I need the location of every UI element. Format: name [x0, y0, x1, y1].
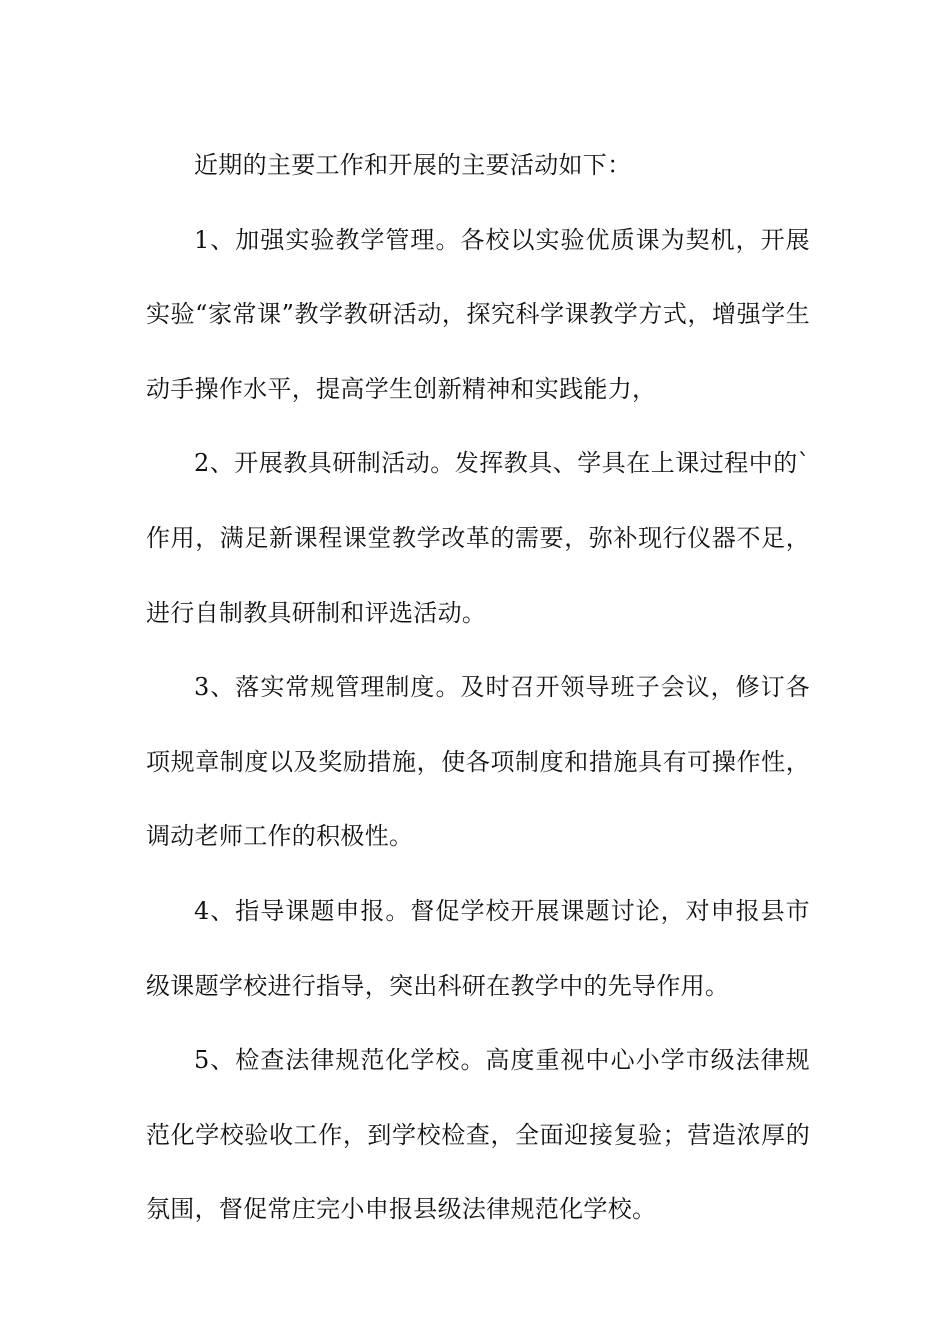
item-1-paragraph: 1、加强实验教学管理。各校以实验优质课为契机，开展实验“家常课”教学教研活动，探究科学课教学方式，增强学生动手操作水平，提高学生创新精神和实践能力， [146, 225, 810, 403]
intro-paragraph: 近期的主要工作和开展的主要活动如下： [194, 151, 632, 179]
document-body [146, 128, 810, 1247]
item-5-paragraph: 5、检查法律规范化学校。高度重视中心小学市级法律规范化学校验收工作，到学校检查，全面迎接复验；营造浓厚的氛围，督促常庄完小申报县级法律规范化学校。 [146, 1046, 810, 1224]
item-3-paragraph: 3、落实常规管理制度。及时召开领导班子会议，修订各项规章制度以及奖励措施，使各项制度和措施具有可操作性，调动老师工作的积极性。 [146, 673, 810, 851]
item-4-paragraph: 4、指导课题申报。督促学校开展课题讨论，对申报县市级课题学校进行指导，突出科研在教学中的先导作用。 [146, 896, 810, 1000]
item-2-paragraph: 2、开展教具研制活动。发挥教具、学具在上课过程中的`作用，满足新课程课堂教学改革的需要，弥补现行仪器不足，进行自制教具研制和评选活动。 [146, 449, 810, 627]
